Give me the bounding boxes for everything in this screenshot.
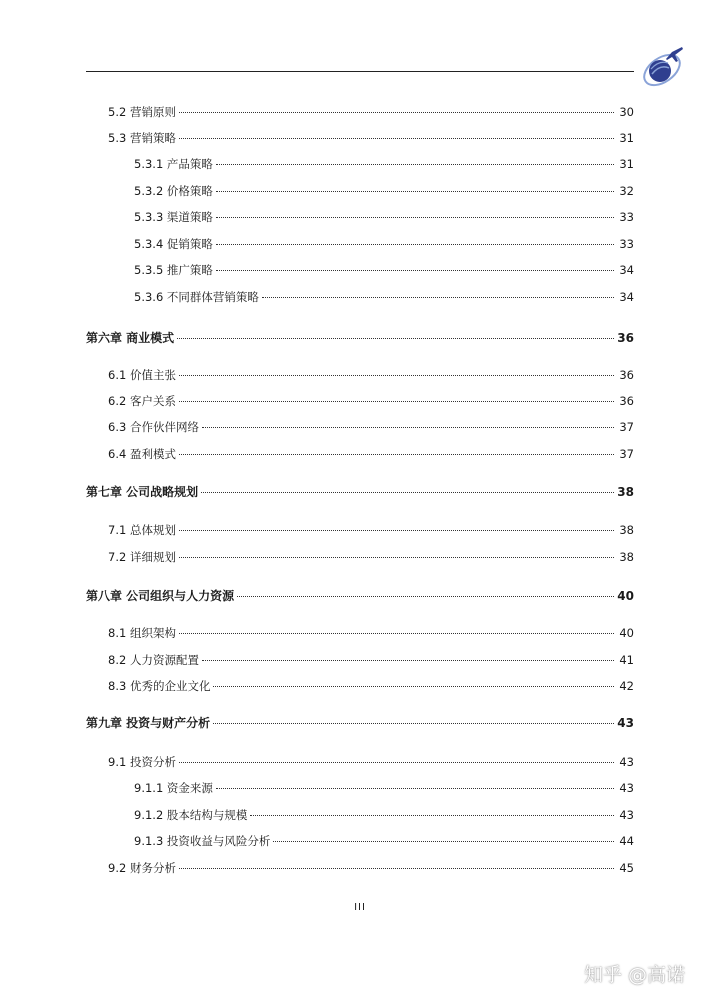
dot-leader — [213, 686, 614, 687]
dot-leader — [179, 557, 614, 558]
dot-leader — [179, 633, 614, 634]
dot-leader — [177, 338, 614, 339]
toc-entry-page: 41 — [619, 653, 634, 667]
toc-entry-label: 9.1.3 投资收益与风险分析 — [134, 834, 271, 848]
toc-entry-label: 5.3.5 推广策略 — [134, 263, 213, 277]
toc-entry-label: 5.3.4 促销策略 — [134, 237, 213, 251]
toc-entry-label: 5.2 营销原则 — [108, 105, 176, 119]
dot-leader — [179, 454, 614, 455]
toc-entry[interactable] — [108, 103, 634, 121]
dot-leader — [202, 660, 614, 661]
watermark: 知乎 @高诺 — [584, 964, 686, 986]
toc-entry-label: 第七章 公司战略规划 — [86, 485, 199, 499]
dot-leader — [216, 270, 614, 271]
toc-entry-page: 32 — [619, 184, 634, 198]
dot-leader — [202, 427, 614, 428]
toc-entry[interactable] — [134, 832, 634, 850]
toc-entry-page: 36 — [619, 368, 634, 382]
dot-leader — [179, 530, 614, 531]
toc-entry-label: 6.2 客户关系 — [108, 394, 176, 408]
toc-entry-label: 8.3 优秀的企业文化 — [108, 679, 211, 693]
toc-entry-label: 9.1 投资分析 — [108, 755, 176, 769]
toc-entry-page: 45 — [619, 861, 634, 875]
toc-entry-label: 6.1 价值主张 — [108, 368, 176, 382]
toc-entry[interactable] — [108, 418, 634, 436]
toc-entry-label: 5.3.1 产品策略 — [134, 157, 213, 171]
toc-entry-page: 34 — [619, 263, 634, 277]
toc-entry-label: 8.2 人力资源配置 — [108, 653, 199, 667]
dot-leader — [262, 297, 614, 298]
toc-entry[interactable] — [134, 806, 634, 824]
dot-leader — [216, 191, 614, 192]
dot-leader — [216, 217, 614, 218]
toc-entry[interactable] — [108, 392, 634, 410]
toc-entry[interactable] — [86, 587, 634, 605]
dot-leader — [179, 401, 614, 402]
toc-entry[interactable] — [108, 651, 634, 669]
toc-entry-page: 43 — [619, 808, 634, 822]
toc-entry-page: 33 — [619, 237, 634, 251]
toc-entry[interactable] — [108, 859, 634, 877]
airplane-globe-logo-icon — [636, 38, 692, 94]
toc-entry[interactable] — [108, 445, 634, 463]
toc-entry-label: 8.1 组织架构 — [108, 626, 176, 640]
dot-leader — [179, 868, 614, 869]
toc-entry[interactable] — [134, 155, 634, 173]
toc-entry-page: 33 — [619, 210, 634, 224]
toc-entry[interactable] — [134, 288, 634, 306]
dot-leader — [250, 815, 614, 816]
toc-entry-label: 5.3.3 渠道策略 — [134, 210, 213, 224]
toc-entry-page: 40 — [619, 626, 634, 640]
dot-leader — [201, 492, 614, 493]
toc-entry[interactable] — [108, 753, 634, 771]
toc-entry-label: 5.3.6 不同群体营销策略 — [134, 290, 259, 304]
dot-leader — [216, 788, 614, 789]
toc-entry-page: 44 — [619, 834, 634, 848]
page-number: III — [354, 902, 366, 913]
dot-leader — [216, 164, 614, 165]
toc-entry[interactable] — [86, 483, 634, 501]
toc-entry[interactable] — [134, 235, 634, 253]
dot-leader — [179, 138, 614, 139]
toc-entry[interactable] — [108, 624, 634, 642]
toc-entry-label: 6.4 盈利模式 — [108, 447, 176, 461]
toc-entry[interactable] — [108, 677, 634, 695]
toc-entry-page: 31 — [619, 131, 634, 145]
toc-entry-label: 9.1.1 资金来源 — [134, 781, 213, 795]
toc-entry[interactable] — [134, 779, 634, 797]
toc-entry-label: 5.3.2 价格策略 — [134, 184, 213, 198]
toc-entry[interactable] — [134, 208, 634, 226]
toc-entry-label: 第八章 公司组织与人力资源 — [86, 589, 235, 603]
toc-entry[interactable] — [134, 182, 634, 200]
toc-entry[interactable] — [108, 366, 634, 384]
toc-entry[interactable] — [108, 129, 634, 147]
toc-entry-label: 7.1 总体规划 — [108, 523, 176, 537]
toc-entry-page: 36 — [619, 394, 634, 408]
toc-entry-page: 37 — [619, 420, 634, 434]
dot-leader — [179, 112, 614, 113]
header-rule — [86, 71, 634, 72]
toc-entry-page: 40 — [617, 589, 634, 603]
dot-leader — [237, 596, 614, 597]
toc-entry-page: 34 — [619, 290, 634, 304]
toc-entry-page: 36 — [617, 331, 634, 345]
toc-entry-page: 43 — [619, 781, 634, 795]
dot-leader — [216, 244, 614, 245]
toc-entry[interactable] — [108, 521, 634, 539]
toc-entry-label: 6.3 合作伙伴网络 — [108, 420, 199, 434]
toc-entry-page: 38 — [617, 485, 634, 499]
toc-entry-page: 37 — [619, 447, 634, 461]
toc-entry[interactable] — [108, 548, 634, 566]
toc-entry-page: 43 — [619, 755, 634, 769]
toc-entry[interactable] — [86, 714, 634, 732]
dot-leader — [273, 841, 614, 842]
toc-entry-label: 第九章 投资与财产分析 — [86, 716, 211, 730]
toc-entry-page: 30 — [619, 105, 634, 119]
toc-entry-label: 5.3 营销策略 — [108, 131, 176, 145]
toc-entry-page: 43 — [617, 716, 634, 730]
toc-entry-page: 42 — [619, 679, 634, 693]
toc-entry-page: 38 — [619, 523, 634, 537]
toc-entry-label: 第六章 商业模式 — [86, 331, 175, 345]
dot-leader — [179, 762, 614, 763]
toc-entry[interactable] — [134, 261, 634, 279]
dot-leader — [179, 375, 614, 376]
toc-entry-label: 9.2 财务分析 — [108, 861, 176, 875]
toc-entry-page: 38 — [619, 550, 634, 564]
toc-entry-label: 7.2 详细规划 — [108, 550, 176, 564]
toc-entry-label: 9.1.2 股本结构与规模 — [134, 808, 248, 822]
toc-entry-page: 31 — [619, 157, 634, 171]
dot-leader — [213, 723, 614, 724]
toc-entry[interactable] — [86, 329, 634, 347]
